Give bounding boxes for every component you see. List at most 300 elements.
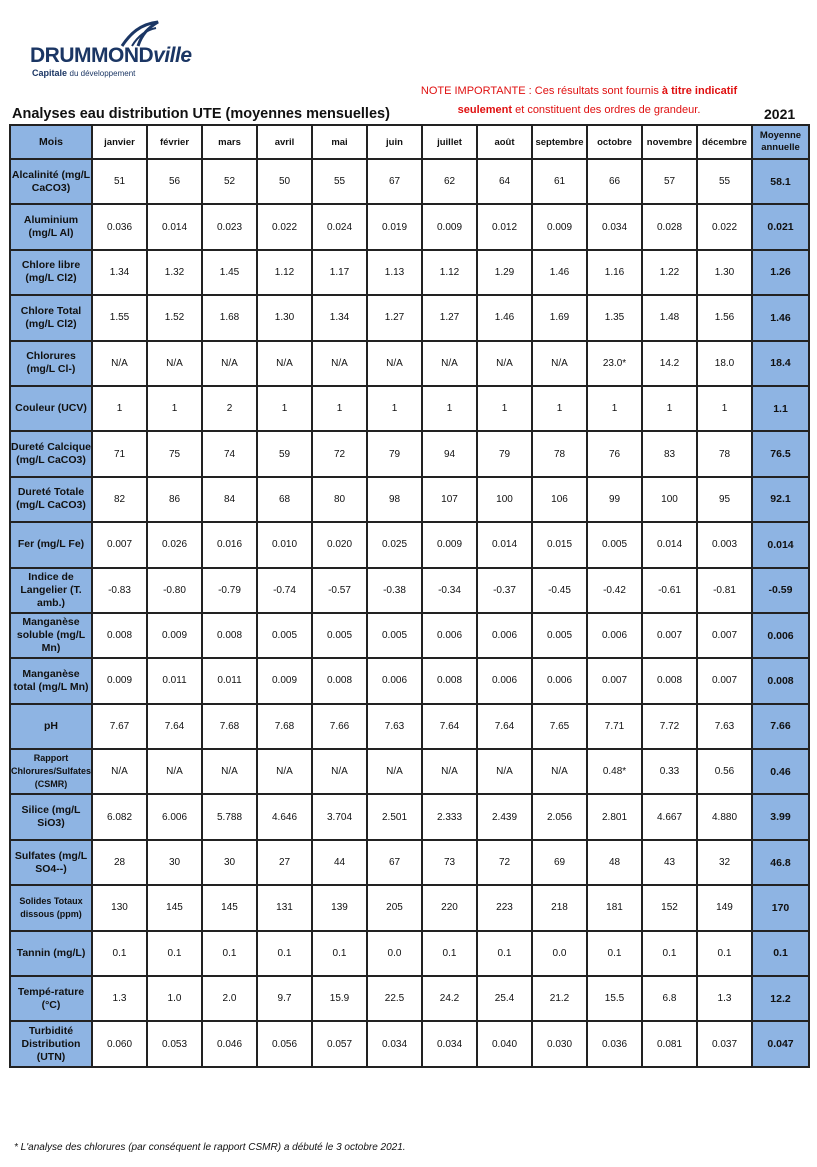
table-cell: 0.006 — [477, 613, 532, 658]
table-cell: 0.028 — [642, 204, 697, 249]
table-cell: 5.788 — [202, 794, 257, 839]
table-cell: -0.38 — [367, 568, 422, 613]
table-cell: N/A — [147, 749, 202, 794]
table-cell: 56 — [147, 159, 202, 204]
table-cell: -0.83 — [92, 568, 147, 613]
table-cell: 55 — [697, 159, 752, 204]
table-cell: 1.27 — [422, 295, 477, 340]
table-cell: 0.006 — [422, 613, 477, 658]
table-cell: 0.019 — [367, 204, 422, 249]
table-cell: 131 — [257, 885, 312, 930]
table-cell: -0.42 — [587, 568, 642, 613]
table-cell: 62 — [422, 159, 477, 204]
table-cell: 1 — [587, 386, 642, 431]
table-row — [10, 295, 809, 340]
parameter-label: Chlore libre (mg/L Cl2) — [10, 250, 92, 295]
table-cell: 82 — [92, 477, 147, 522]
header-month: février — [147, 125, 202, 159]
table-cell: 7.63 — [697, 704, 752, 749]
table-cell: 22.5 — [367, 976, 422, 1021]
logo-wordmark: DRUMMONDville — [30, 44, 192, 67]
table-cell: 7.67 — [92, 704, 147, 749]
drummondville-logo — [30, 20, 192, 82]
table-cell: 1 — [477, 386, 532, 431]
annual-average-cell: 170 — [752, 885, 809, 930]
annual-average-cell: 7.66 — [752, 704, 809, 749]
table-cell: N/A — [92, 749, 147, 794]
table-cell: 0.057 — [312, 1021, 367, 1066]
table-cell: 21.2 — [532, 976, 587, 1021]
table-cell: 130 — [92, 885, 147, 930]
header-month: octobre — [587, 125, 642, 159]
table-cell: 0.1 — [312, 931, 367, 976]
table-cell: 1.46 — [532, 250, 587, 295]
table-cell: 1.3 — [697, 976, 752, 1021]
table-cell: 0.1 — [147, 931, 202, 976]
table-cell: 0.040 — [477, 1021, 532, 1066]
table-cell: 1 — [367, 386, 422, 431]
table-cell: N/A — [257, 749, 312, 794]
table-cell: 44 — [312, 840, 367, 885]
table-cell: 0.1 — [422, 931, 477, 976]
table-cell: 23.0* — [587, 341, 642, 386]
table-cell: 1.22 — [642, 250, 697, 295]
annual-average-cell: 1.1 — [752, 386, 809, 431]
table-cell: 0.036 — [92, 204, 147, 249]
table-cell: 51 — [92, 159, 147, 204]
parameter-label: Dureté Calcique (mg/L CaCO3) — [10, 431, 92, 476]
table-cell: N/A — [422, 341, 477, 386]
table-cell: 1.30 — [697, 250, 752, 295]
table-cell: 7.68 — [257, 704, 312, 749]
header-month: juin — [367, 125, 422, 159]
table-cell: 0.016 — [202, 522, 257, 567]
table-cell: 0.010 — [257, 522, 312, 567]
table-cell: 7.64 — [477, 704, 532, 749]
parameter-label: Aluminium (mg/L Al) — [10, 204, 92, 249]
annual-average-cell: 1.46 — [752, 295, 809, 340]
table-row — [10, 431, 809, 476]
header-month: septembre — [532, 125, 587, 159]
table-cell: 7.72 — [642, 704, 697, 749]
table-cell: 72 — [477, 840, 532, 885]
table-cell: 6.8 — [642, 976, 697, 1021]
table-cell: 0.026 — [147, 522, 202, 567]
annual-average-cell: 0.008 — [752, 658, 809, 703]
table-cell: 1 — [147, 386, 202, 431]
table-cell: 0.011 — [202, 658, 257, 703]
table-cell: 30 — [147, 840, 202, 885]
table-cell: 1.29 — [477, 250, 532, 295]
parameter-label: Tempé-rature (°C) — [10, 976, 92, 1021]
table-cell: 0.060 — [92, 1021, 147, 1066]
header-month: mars — [202, 125, 257, 159]
table-cell: 181 — [587, 885, 642, 930]
table-row — [10, 477, 809, 522]
parameter-label: Turbidité Distribution (UTN) — [10, 1021, 92, 1066]
table-cell: 84 — [202, 477, 257, 522]
table-cell: 6.006 — [147, 794, 202, 839]
annual-average-cell: 18.4 — [752, 341, 809, 386]
header-mois: Mois — [10, 125, 92, 159]
parameter-label: Solides Totaux dissous (ppm) — [10, 885, 92, 930]
table-cell: -0.61 — [642, 568, 697, 613]
table-cell: 0.56 — [697, 749, 752, 794]
table-cell: 7.68 — [202, 704, 257, 749]
table-cell: 0.034 — [587, 204, 642, 249]
table-cell: N/A — [257, 341, 312, 386]
table-cell: 0.003 — [697, 522, 752, 567]
table-cell: 1.52 — [147, 295, 202, 340]
table-cell: 220 — [422, 885, 477, 930]
table-cell: 0.009 — [422, 522, 477, 567]
table-row — [10, 1021, 809, 1066]
table-cell: 0.1 — [477, 931, 532, 976]
table-cell: 86 — [147, 477, 202, 522]
table-cell: 73 — [422, 840, 477, 885]
parameter-label: Rapport Chlorures/Sulfates (CSMR) — [10, 749, 92, 794]
table-cell: -0.34 — [422, 568, 477, 613]
table-cell: 0.015 — [532, 522, 587, 567]
table-cell: 0.007 — [642, 613, 697, 658]
table-cell: 79 — [367, 431, 422, 476]
header-month: décembre — [697, 125, 752, 159]
table-cell: 1.35 — [587, 295, 642, 340]
footnote: * L'analyse des chlorures (par conséquent le rapport CSMR) a débuté le 3 octobre 2021. — [14, 1142, 406, 1153]
table-cell: N/A — [532, 749, 587, 794]
table-cell: N/A — [202, 749, 257, 794]
header-average: Moyenne annuelle — [752, 125, 809, 159]
table-cell: 1 — [257, 386, 312, 431]
annual-average-cell: 0.1 — [752, 931, 809, 976]
table-cell: 0.005 — [587, 522, 642, 567]
table-cell: N/A — [92, 341, 147, 386]
table-cell: 4.646 — [257, 794, 312, 839]
table-cell: 0.007 — [697, 613, 752, 658]
table-cell: 27 — [257, 840, 312, 885]
table-cell: 99 — [587, 477, 642, 522]
table-cell: 0.008 — [422, 658, 477, 703]
table-cell: 43 — [642, 840, 697, 885]
table-cell: 7.66 — [312, 704, 367, 749]
table-cell: 1.0 — [147, 976, 202, 1021]
table-cell: 50 — [257, 159, 312, 204]
parameter-label: Sulfates (mg/L SO4--) — [10, 840, 92, 885]
table-cell: 1 — [92, 386, 147, 431]
parameter-label: Manganèse total (mg/L Mn) — [10, 658, 92, 703]
table-cell: 0.005 — [312, 613, 367, 658]
table-cell: 48 — [587, 840, 642, 885]
table-cell: 0.0 — [532, 931, 587, 976]
table-cell: 64 — [477, 159, 532, 204]
table-cell: N/A — [477, 749, 532, 794]
table-cell: N/A — [147, 341, 202, 386]
table-cell: 1.45 — [202, 250, 257, 295]
table-cell: 0.037 — [697, 1021, 752, 1066]
table-cell: N/A — [477, 341, 532, 386]
table-cell: 0.014 — [477, 522, 532, 567]
table-cell: 1.12 — [422, 250, 477, 295]
parameter-label: Chlore Total (mg/L Cl2) — [10, 295, 92, 340]
annual-average-cell: 12.2 — [752, 976, 809, 1021]
table-cell: 7.65 — [532, 704, 587, 749]
table-cell: 14.2 — [642, 341, 697, 386]
annual-average-cell: -0.59 — [752, 568, 809, 613]
table-cell: 100 — [642, 477, 697, 522]
table-cell: N/A — [532, 341, 587, 386]
table-row — [10, 794, 809, 839]
table-cell: 79 — [477, 431, 532, 476]
parameter-label: Manganèse soluble (mg/L Mn) — [10, 613, 92, 658]
table-cell: 2.801 — [587, 794, 642, 839]
table-cell: 1 — [697, 386, 752, 431]
table-cell: N/A — [367, 749, 422, 794]
annual-average-cell: 3.99 — [752, 794, 809, 839]
table-row — [10, 658, 809, 703]
table-cell: N/A — [367, 341, 422, 386]
table-cell: 66 — [587, 159, 642, 204]
table-cell: 1.69 — [532, 295, 587, 340]
table-cell: -0.79 — [202, 568, 257, 613]
table-cell: 1.13 — [367, 250, 422, 295]
table-cell: 2 — [202, 386, 257, 431]
table-row — [10, 931, 809, 976]
table-cell: N/A — [312, 341, 367, 386]
table-cell: 4.880 — [697, 794, 752, 839]
table-cell: 0.33 — [642, 749, 697, 794]
table-cell: 0.009 — [532, 204, 587, 249]
table-cell: 0.009 — [422, 204, 477, 249]
table-cell: 0.025 — [367, 522, 422, 567]
table-cell: 1 — [532, 386, 587, 431]
table-cell: 0.007 — [92, 522, 147, 567]
table-cell: 1 — [312, 386, 367, 431]
table-row — [10, 840, 809, 885]
table-cell: 0.020 — [312, 522, 367, 567]
table-cell: 100 — [477, 477, 532, 522]
table-cell: 0.022 — [257, 204, 312, 249]
header-month: juillet — [422, 125, 477, 159]
table-cell: 7.64 — [147, 704, 202, 749]
parameter-label: Indice de Langelier (T. amb.) — [10, 568, 92, 613]
table-cell: 1.27 — [367, 295, 422, 340]
table-cell: 0.014 — [642, 522, 697, 567]
table-cell: 32 — [697, 840, 752, 885]
table-cell: 0.053 — [147, 1021, 202, 1066]
table-cell: 68 — [257, 477, 312, 522]
table-cell: N/A — [422, 749, 477, 794]
parameter-label: pH — [10, 704, 92, 749]
table-cell: 59 — [257, 431, 312, 476]
table-cell: 1.55 — [92, 295, 147, 340]
table-cell: 0.036 — [587, 1021, 642, 1066]
table-cell: 0.008 — [312, 658, 367, 703]
table-cell: -0.74 — [257, 568, 312, 613]
table-cell: 0.081 — [642, 1021, 697, 1066]
table-cell: 0.007 — [587, 658, 642, 703]
table-cell: 0.007 — [697, 658, 752, 703]
annual-average-cell: 58.1 — [752, 159, 809, 204]
parameter-label: Dureté Totale (mg/L CaCO3) — [10, 477, 92, 522]
table-cell: 0.1 — [587, 931, 642, 976]
table-cell: 0.022 — [697, 204, 752, 249]
table-cell: 4.667 — [642, 794, 697, 839]
table-row — [10, 250, 809, 295]
table-cell: 149 — [697, 885, 752, 930]
table-cell: 1 — [642, 386, 697, 431]
table-cell: 18.0 — [697, 341, 752, 386]
parameter-label: Couleur (UCV) — [10, 386, 92, 431]
table-cell: 0.014 — [147, 204, 202, 249]
table-cell: 94 — [422, 431, 477, 476]
table-cell: 2.501 — [367, 794, 422, 839]
table-cell: 95 — [697, 477, 752, 522]
annual-average-cell: 1.26 — [752, 250, 809, 295]
page-title: Analyses eau distribution UTE (moyennes mensuelles) — [12, 106, 390, 122]
table-cell: 7.63 — [367, 704, 422, 749]
table-cell: 0.006 — [532, 658, 587, 703]
table-cell: 28 — [92, 840, 147, 885]
table-cell: 0.1 — [92, 931, 147, 976]
table-cell: 30 — [202, 840, 257, 885]
annual-average-cell: 0.006 — [752, 613, 809, 658]
table-cell: 0.1 — [697, 931, 752, 976]
table-cell: 74 — [202, 431, 257, 476]
header-month: avril — [257, 125, 312, 159]
table-cell: 25.4 — [477, 976, 532, 1021]
table-cell: 75 — [147, 431, 202, 476]
table-cell: 0.009 — [257, 658, 312, 703]
table-cell: 0.005 — [532, 613, 587, 658]
header-month: novembre — [642, 125, 697, 159]
table-cell: 0.008 — [202, 613, 257, 658]
table-cell: 0.1 — [257, 931, 312, 976]
table-row — [10, 749, 809, 794]
table-cell: 0.012 — [477, 204, 532, 249]
table-cell: N/A — [312, 749, 367, 794]
parameter-label: Fer (mg/L Fe) — [10, 522, 92, 567]
table-cell: 1.68 — [202, 295, 257, 340]
table-row — [10, 341, 809, 386]
table-cell: 1.17 — [312, 250, 367, 295]
header-month: août — [477, 125, 532, 159]
table-cell: 55 — [312, 159, 367, 204]
header-month: janvier — [92, 125, 147, 159]
table-cell: 15.9 — [312, 976, 367, 1021]
table-cell: 76 — [587, 431, 642, 476]
table-cell: 83 — [642, 431, 697, 476]
table-cell: 78 — [697, 431, 752, 476]
logo-tagline: Capitale du développement — [32, 68, 136, 78]
table-row — [10, 522, 809, 567]
table-cell: 1.46 — [477, 295, 532, 340]
table-row — [10, 568, 809, 613]
table-cell: 0.046 — [202, 1021, 257, 1066]
table-cell: 2.056 — [532, 794, 587, 839]
table-cell: 0.024 — [312, 204, 367, 249]
table-cell: 1.32 — [147, 250, 202, 295]
annual-average-cell: 92.1 — [752, 477, 809, 522]
table-cell: 7.64 — [422, 704, 477, 749]
table-cell: 0.1 — [642, 931, 697, 976]
table-cell: 71 — [92, 431, 147, 476]
annual-average-cell: 76.5 — [752, 431, 809, 476]
table-cell: 0.006 — [477, 658, 532, 703]
table-cell: 0.011 — [147, 658, 202, 703]
table-header-row — [10, 125, 809, 159]
annual-average-cell: 0.021 — [752, 204, 809, 249]
table-cell: 106 — [532, 477, 587, 522]
table-cell: 139 — [312, 885, 367, 930]
table-cell: 1.48 — [642, 295, 697, 340]
table-cell: -0.81 — [697, 568, 752, 613]
table-cell: 0.006 — [587, 613, 642, 658]
table-row — [10, 386, 809, 431]
annual-average-cell: 0.014 — [752, 522, 809, 567]
table-cell: 0.056 — [257, 1021, 312, 1066]
table-cell: 1 — [422, 386, 477, 431]
table-cell: 3.704 — [312, 794, 367, 839]
table-cell: 15.5 — [587, 976, 642, 1021]
important-note: NOTE IMPORTANTE : Ces résultats sont fournis à titre indicatif seulement et constituent des ordres de grandeur. — [420, 85, 738, 116]
table-cell: 57 — [642, 159, 697, 204]
parameter-label: Chlorures (mg/L Cl-) — [10, 341, 92, 386]
table-cell: 0.009 — [147, 613, 202, 658]
table-cell: 218 — [532, 885, 587, 930]
table-cell: N/A — [202, 341, 257, 386]
table-cell: 6.082 — [92, 794, 147, 839]
table-cell: 145 — [202, 885, 257, 930]
table-cell: 0.006 — [367, 658, 422, 703]
table-cell: 0.030 — [532, 1021, 587, 1066]
table-cell: 0.005 — [257, 613, 312, 658]
table-cell: 1.12 — [257, 250, 312, 295]
table-cell: 0.0 — [367, 931, 422, 976]
table-row — [10, 885, 809, 930]
table-cell: 61 — [532, 159, 587, 204]
table-cell: 0.005 — [367, 613, 422, 658]
table-cell: 98 — [367, 477, 422, 522]
table-cell: 78 — [532, 431, 587, 476]
table-cell: -0.37 — [477, 568, 532, 613]
table-cell: 67 — [367, 840, 422, 885]
table-cell: 2.333 — [422, 794, 477, 839]
table-cell: -0.45 — [532, 568, 587, 613]
table-cell: 0.1 — [202, 931, 257, 976]
table-cell: 52 — [202, 159, 257, 204]
year-label: 2021 — [764, 106, 796, 122]
table-cell: 72 — [312, 431, 367, 476]
table-cell: 0.008 — [642, 658, 697, 703]
table-cell: 9.7 — [257, 976, 312, 1021]
table-cell: -0.80 — [147, 568, 202, 613]
parameter-label: Silice (mg/L SiO3) — [10, 794, 92, 839]
table-cell: 0.034 — [367, 1021, 422, 1066]
table-cell: 2.439 — [477, 794, 532, 839]
table-cell: 7.71 — [587, 704, 642, 749]
table-cell: 1.30 — [257, 295, 312, 340]
table-cell: 107 — [422, 477, 477, 522]
header-month: mai — [312, 125, 367, 159]
table-cell: 1.56 — [697, 295, 752, 340]
table-cell: 0.023 — [202, 204, 257, 249]
water-analysis-table — [9, 124, 810, 1068]
parameter-label: Alcalinité (mg/L CaCO3) — [10, 159, 92, 204]
table-row — [10, 976, 809, 1021]
table-cell: 1.3 — [92, 976, 147, 1021]
annual-average-cell: 0.46 — [752, 749, 809, 794]
table-cell: 80 — [312, 477, 367, 522]
